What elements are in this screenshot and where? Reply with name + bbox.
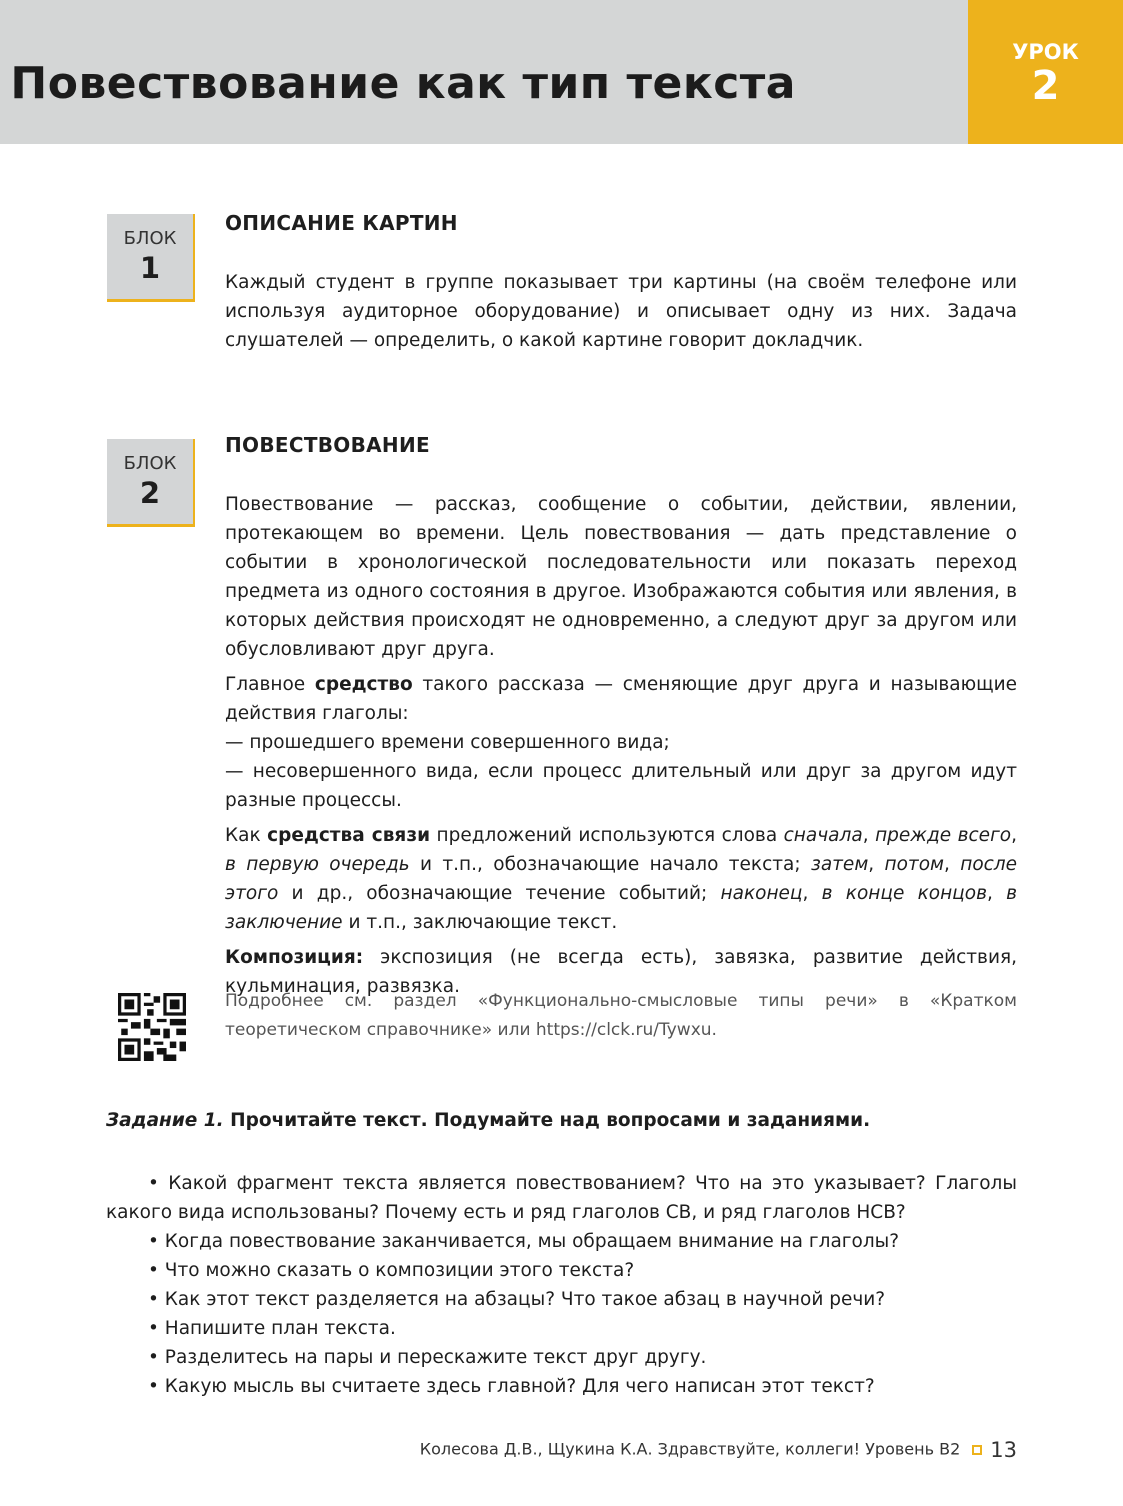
list-item: • Какую мысль вы считаете здесь главной? Для чего написан этот текст? — [148, 1376, 875, 1397]
paragraph — [225, 670, 1017, 815]
block-1-badge — [107, 214, 193, 302]
text: Главное — [225, 674, 315, 695]
lesson-label: УРОК — [1012, 40, 1079, 64]
question-list — [106, 1169, 1017, 1401]
reference-note: Подробнее см. раздел «Функционально-смысловые типы речи» в «Кратком теоретическом справочнике» или https://clck.ru/Tywxu. — [225, 991, 1017, 1040]
text: Как — [225, 825, 268, 846]
list-item: • Что можно сказать о композиции этого текста? — [148, 1260, 635, 1281]
block-number: 2 — [139, 476, 161, 510]
text: , — [1011, 825, 1017, 846]
text: и т.п., обозначающие начало текста; — [409, 854, 811, 875]
list-item: • Когда повествование заканчивается, мы обращаем внимание на глаголы? — [148, 1231, 900, 1252]
text: , — [862, 825, 876, 846]
text: экспозиция (не всегда есть), завязка, развитие действия, кульминация, развязка. — [225, 947, 1017, 997]
text: , — [987, 883, 1007, 904]
block-label: БЛОК — [123, 228, 177, 249]
bold-term: Композиция: — [225, 947, 364, 968]
block-number: 1 — [139, 251, 161, 285]
italic-word: сначала — [783, 825, 863, 846]
bold-term: средство — [314, 674, 413, 695]
text: и т.п., заключающие текст. — [342, 912, 618, 933]
list-item: • Как этот текст разделяется на абзацы? Что такое абзац в научной речи? — [148, 1289, 886, 1310]
header-bar — [0, 0, 968, 144]
paragraph: Повествование — рассказ, сообщение о событии, действии, явлении, протекающем во времени. Цель повествования — дать представление о событии в хронологической последовательности или показать переход предмета из одного состояния в другое. Изображаются события или явления, в которых действия происходят не одновременно, а следуют друг за другом или обусловливают друг друга. — [225, 494, 1017, 660]
bold-term: средства связи — [267, 825, 431, 846]
list-line: — несовершенного вида, если процесс длительный или друг за другом идут разные процессы. — [225, 761, 1017, 811]
italic-word: в конце концов — [821, 883, 987, 904]
page-title: Повествование как тип текста — [10, 58, 796, 109]
footer — [420, 1438, 1017, 1462]
footer-citation: Колесова Д.В., Щукина К.А. Здравствуйте, коллеги! Уровень В2 — [419, 1439, 961, 1459]
text: , — [868, 854, 885, 875]
task-label: Задание 1. — [106, 1110, 224, 1131]
text: такого рассказа — сменяющие друг друга и называющие действия глаголы: — [225, 674, 1017, 724]
block-2-badge — [107, 439, 193, 527]
italic-word: после этого — [225, 854, 1018, 904]
list-item: • Напишите план текста. — [148, 1318, 396, 1339]
lesson-badge — [968, 0, 1123, 144]
paragraph: Каждый студент в группе показывает три картины (на своём телефоне или используя аудиторное оборудование) и описывает одну из них. Задача слушателей — определить, о какой картине говорит докладчик. — [225, 272, 1017, 351]
paragraph — [225, 821, 1017, 937]
block-1-text — [225, 268, 1017, 361]
italic-word: в первую очередь — [225, 854, 410, 875]
italic-word: затем — [810, 854, 869, 875]
text: и др., обозначающие течение событий; — [278, 883, 721, 904]
qr-code-icon[interactable] — [118, 993, 186, 1061]
task-text: Прочитайте текст. Подумайте над вопросами и заданиями. — [223, 1110, 871, 1131]
block-label: БЛОК — [123, 453, 177, 474]
block-2-heading: ПОВЕСТВОВАНИЕ — [225, 433, 430, 457]
square-bullet-icon — [972, 1445, 982, 1455]
text: , — [943, 854, 961, 875]
lesson-number: 2 — [1031, 63, 1060, 109]
list-item: • Какой фрагмент текста является повествованием? Что на это указывает? Глаголы какого вида использованы? Почему есть и ряд глаголов СВ, и ряд глаголов НСВ? — [106, 1173, 1017, 1223]
text: предложений используются слова — [430, 825, 784, 846]
page-number: 13 — [990, 1438, 1017, 1462]
task-heading — [106, 1110, 870, 1131]
list-line: — прошедшего времени совершенного вида; — [225, 732, 670, 753]
italic-word: потом — [884, 854, 944, 875]
italic-word: в заключение — [225, 883, 1018, 933]
text: , — [802, 883, 822, 904]
block-2-text — [225, 490, 1017, 1007]
list-item: • Разделитесь на пары и перескажите текст друг другу. — [148, 1347, 707, 1368]
block-1-heading: ОПИСАНИЕ КАРТИН — [225, 211, 458, 235]
italic-word: прежде всего — [875, 825, 1012, 846]
italic-word: наконец — [720, 883, 803, 904]
